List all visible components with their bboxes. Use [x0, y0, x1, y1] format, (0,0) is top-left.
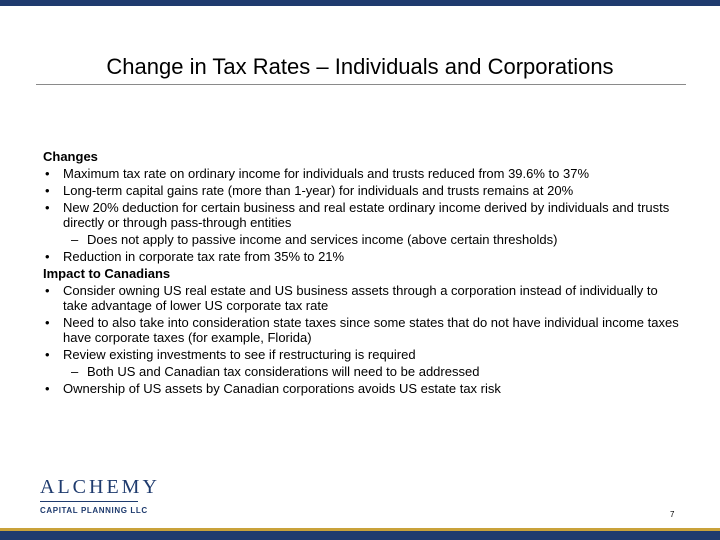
bullet-text: New 20% deduction for certain business and real estate ordinary income derived by individuals and trusts directly or through pass-through entities: [63, 200, 670, 230]
bullet-text: Maximum tax rate on ordinary income for individuals and trusts reduced from 39.6% to 37%: [63, 166, 590, 181]
list-item: [43, 346, 683, 363]
list-item: [43, 380, 683, 397]
list-item: [43, 282, 683, 314]
title-divider: [36, 84, 686, 85]
section-heading-changes: Changes: [43, 149, 98, 164]
bullet-text: Ownership of US assets by Canadian corporations avoids US estate tax risk: [63, 381, 501, 396]
bullet-icon: •: [45, 166, 50, 181]
bullet-icon: •: [45, 381, 50, 396]
bullet-icon: •: [45, 283, 50, 298]
list-item: [43, 199, 683, 231]
bullet-text: Reduction in corporate tax rate from 35% to 21%: [63, 249, 345, 264]
company-logo: [40, 476, 160, 515]
list-item: [43, 165, 683, 182]
bullet-icon: •: [45, 249, 50, 264]
sub-list-item: [43, 363, 683, 380]
bullet-text: Long-term capital gains rate (more than 1-year) for individuals and trusts remains at 20%: [63, 183, 574, 198]
bullet-text: Need to also take into consideration state taxes since some states that do not have individual income taxes have corporate taxes (for example, Florida): [63, 315, 679, 345]
bullet-icon: •: [45, 200, 50, 215]
page-number: 7: [670, 510, 675, 519]
list-item: [43, 182, 683, 199]
logo-name: ALCHEMY: [40, 476, 160, 498]
logo-subtitle: CAPITAL PLANNING LLC: [40, 506, 148, 515]
list-item: [43, 314, 683, 346]
bullet-text: Consider owning US real estate and US business assets through a corporation instead of individually to take advantage of lower US corporate tax rate: [63, 283, 658, 313]
bottom-accent-stripe: [0, 528, 720, 531]
slide-content: [43, 148, 683, 397]
bottom-brand-bar: [0, 531, 720, 540]
logo-divider: [40, 501, 138, 502]
dash-icon: –: [71, 364, 79, 379]
bullet-text: Review existing investments to see if restructuring is required: [63, 347, 416, 362]
bullet-icon: •: [45, 183, 50, 198]
sub-bullet-text: Both US and Canadian tax considerations will need to be addressed: [87, 364, 480, 379]
top-brand-bar: [0, 0, 720, 6]
slide-title: Change in Tax Rates – Individuals and Corporations: [106, 54, 614, 79]
dash-icon: –: [71, 232, 79, 247]
section-heading-impact: Impact to Canadians: [43, 266, 171, 281]
sub-bullet-text: Does not apply to passive income and services income (above certain thresholds): [87, 232, 558, 247]
bullet-icon: •: [45, 347, 50, 362]
list-item: [43, 248, 683, 265]
sub-list-item: [43, 231, 683, 248]
bullet-icon: •: [45, 315, 50, 330]
